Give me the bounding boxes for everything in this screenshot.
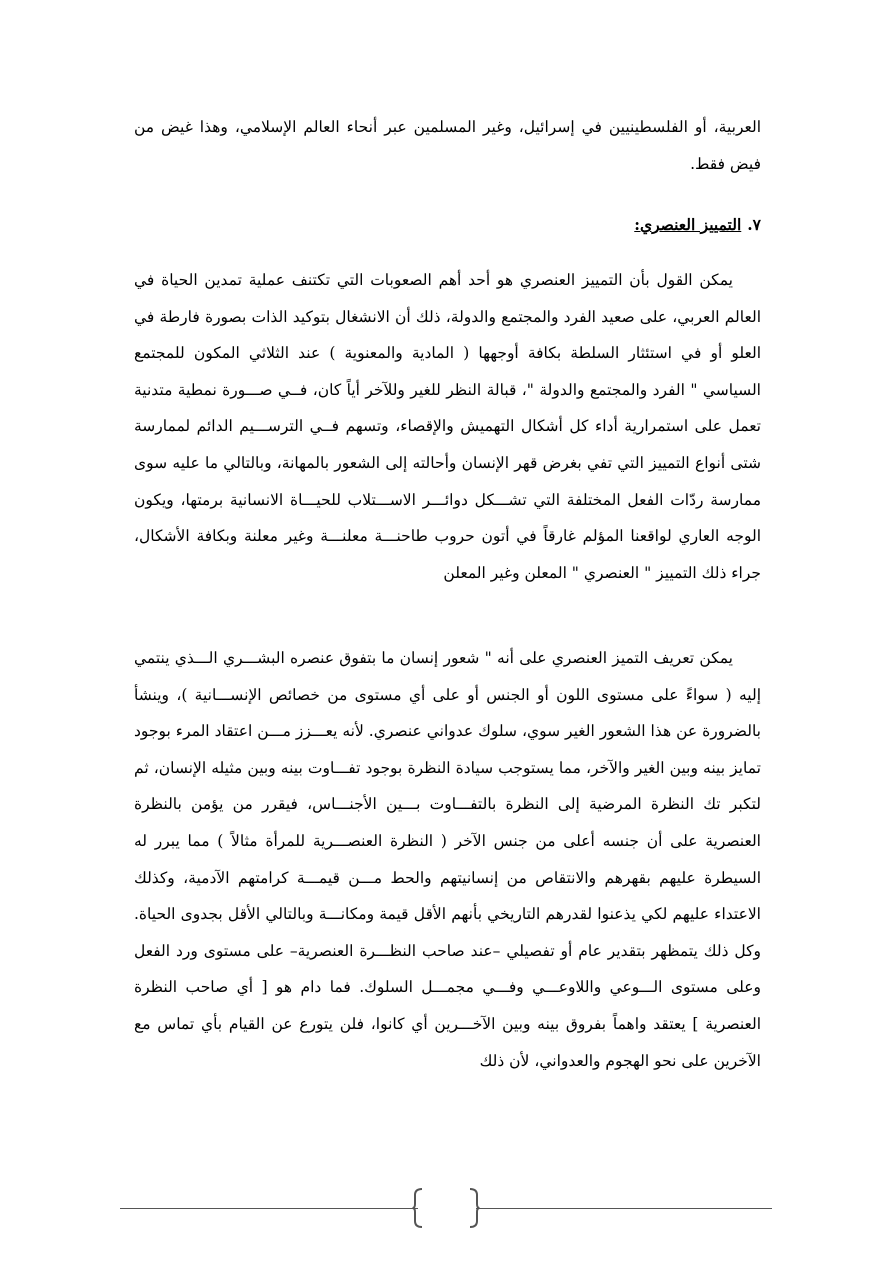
section-heading: [634, 210, 761, 240]
footer-rule-right: [476, 1208, 772, 1209]
paragraph-racial-discrimination-definition: يمكن تعريف التميز العنصري على أنه " شعور إنسان ما بتفوق عنصره البشـــري الـــذي ينتمي إليه ( سواءً على مستوى اللون أو الجنس أو على أي مستوى من خصائص الإنســـانية )، وينشأ بالضرورة عن هذا الشعور الغير سوي، سلوك عدواني عنصري. لأنه يعـــزز مـــن اعتقاد المرء بوجود تمايز بينه وبين الغير والآخر، مما يستوجب سيادة النظرة بوجود تفـــاوت بينه وبين مثيله الإنسان، ثم لتكبر تك النظرة المرضية إلى النظرة بالتفـــاوت بـــين الأجنـــاس، فيقرر من يؤمن بالنظرة العنصرية على أن جنسه أعلى من جنس الآخر ( النظرة العنصـــرية للمرأة مثالاً ) مما يبرر له السيطرة عليهم بقهرهم والانتقاص من إنسانيتهم والحط مـــن قيمـــة كرامتهم الآدمية، وكذلك الاعتداء عليهم لكي يذعنوا لقدرهم التاريخي بأنهم الأقل قيمة ومكانـــة وبالتالي الأقل بجدوى الحياة. وكل ذلك يتمظهر بتقدير عام أو تفصيلي –عند صاحب النظـــرة العنصرية– على مستوى ورد الفعل وعلى مستوى الـــوعي واللاوعـــي وفـــي مجمـــل السلوك. فما دام هو [ أي صاحب النظرة العنصرية ] يعتقد واهماً بفروق بينه وبين الآخـــرين أي كانوا، فلن يتورع عن القيام بأي تماس مع الآخرين على نحو الهجوم والعدواني، لأن ذلك: [134, 649, 761, 1070]
footer-rule-left: [120, 1208, 418, 1209]
footer-open-brace-icon: [412, 1187, 424, 1229]
paragraph-continuation: العربية، أو الفلسطينيين في إسرائيل، وغير المسلمين عبر أنحاء العالم الإسلامي، وهذا غيض من فيض فقط.: [134, 118, 761, 173]
section-title: التمييز العنصري:: [634, 215, 742, 234]
section-number: ٧.: [747, 215, 761, 234]
paragraph-racial-discrimination-intro: يمكن القول بأن التمييز العنصري هو أحد أهم الصعوبات التي تكتنف عملية تمدين الحياة في العالم العربي، على صعيد الفرد والمجتمع والدولة، ذلك أن الانشغال بتوكيد الذات بصورة فارطة في العلو أو في استئثار السلطة بكافة أوجهها ( المادية والمعنوية ) عند الثلاثي المكون للمجتمع السياسي " الفرد والمجتمع والدولة "، قبالة النظر للغير وللآخر أياً كان، فــي صـــورة نمطية متدنية تعمل على استمرارية أداء كل أشكال التهميش والإقصاء، وتسهم فــي الترســـيم الدائم لممارسة شتى أنواع التمييز التي تفي بغرض قهر الإنسان وأحالته إلى الشعور بالمهانة، وبالتالي ما عليه سوى ممارسة ردّات الفعل المختلفة التي تشـــكل دوائـــر الاســـتلاب للحيـــاة الانسانية برمتها، ويكون الوجه العاري لواقعنا المؤلم غارقاً في أتون حروب طاحنـــة معلنـــة وغير معلنة وبكافة الأشكال، جراء ذلك التمييز " العنصري " المعلن وغير المعلن: [134, 271, 761, 582]
